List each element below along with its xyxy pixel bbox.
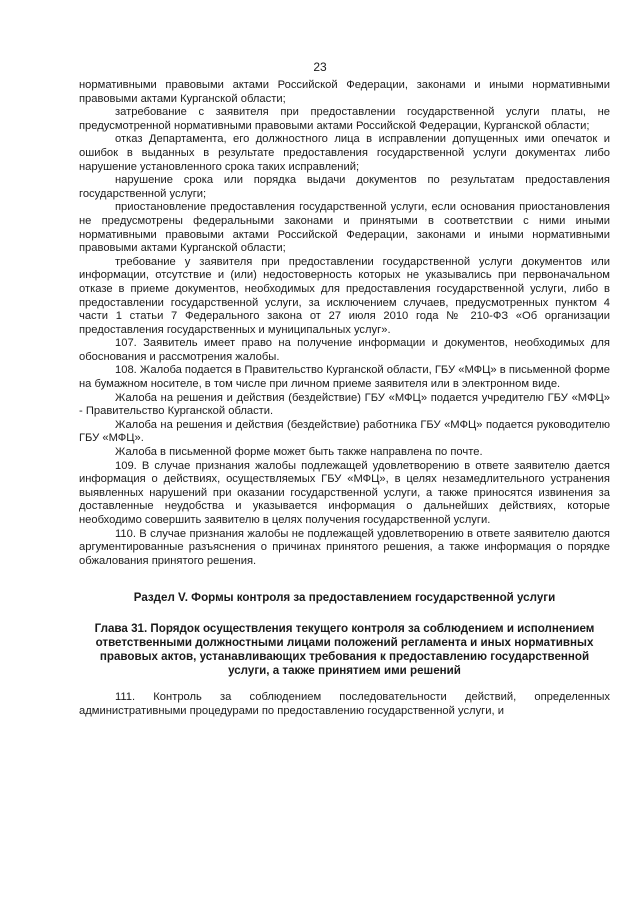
paragraph: нормативными правовыми актами Российской Федерации, законами и иными нормативными правовыми актами Курганской области; bbox=[79, 79, 610, 105]
paragraph: Жалоба на решения и действия (бездействие) ГБУ «МФЦ» подается учредителю ГБУ «МФЦ» - Правительство Курганской области. bbox=[79, 391, 610, 418]
paragraph: 110. В случае признания жалобы не подлежащей удовлетворению в ответе заявителю даются аргументированные разъяснения о причинах принятого решения, а также информация о порядке обжалования принятого решения. bbox=[79, 527, 610, 567]
paragraph: Жалоба на решения и действия (бездействие) работника ГБУ «МФЦ» подается руководителю ГБУ «МФЦ». bbox=[79, 418, 610, 445]
paragraph: 111. Контроль за соблюдением последовательности действий, определенных административными процедурами по предоставлению государственной услуги, и bbox=[79, 691, 610, 717]
paragraph: 109. В случае признания жалобы подлежащей удовлетворению в ответе заявителю дается информация о действиях, осуществляемых ГБУ «МФЦ», в целях незамедлительного устранения выявленных нарушений при оказании государственной услуги, а также приносятся извинения за доставленные неудобства и указывается информация о дальнейших действиях, которые необходимо совершить заявителю в целях получения государственной услуги. bbox=[79, 459, 610, 526]
document-body bbox=[79, 79, 610, 719]
paragraph: затребование с заявителя при предоставлении государственной услуги платы, не предусмотренной нормативными правовыми актами Российской Федерации, Курганской области; bbox=[79, 106, 610, 132]
paragraph: отказ Департамента, его должностного лица в исправлении допущенных ими опечаток и ошибок в выданных в результате предоставления государственной услуги документах либо нарушение установленного срока таких исправлений; bbox=[79, 133, 610, 173]
page-number: 23 bbox=[313, 60, 327, 74]
paragraph: 108. Жалоба подается в Правительство Курганской области, ГБУ «МФЦ» в письменной форме на бумажном носителе, в том числе при личном приеме заявителя или в электронном виде. bbox=[79, 364, 610, 391]
paragraph: нарушение срока или порядка выдачи документов по результатам предоставления государственной услуги; bbox=[79, 174, 610, 200]
paragraph: приостановление предоставления государственной услуги, если основания приостановления не предусмотрены федеральными законами и принятыми в соответствии с ними иными нормативными правовыми актами Российской Федерации, законами и иными нормативными правовыми актами Курганской области; bbox=[79, 201, 610, 255]
chapter-heading: Глава 31. Порядок осуществления текущего контроля за соблюдением и исполнением ответственными должностными лицами положений регламента и иных нормативных правовых актов, устанавливающих требования к предоставлению государственной услуги, а также принятием ими решений bbox=[94, 622, 595, 678]
section-heading: Раздел V. Формы контроля за предоставлением государственной услуги bbox=[133, 591, 556, 605]
paragraph: Жалоба в письменной форме может быть также направлена по почте. bbox=[115, 446, 483, 459]
paragraph-list bbox=[79, 79, 610, 568]
paragraph-list bbox=[79, 691, 610, 718]
paragraph: требование у заявителя при предоставлении государственной услуги документов или информации, отсутствие и (или) недостоверность которых не указывались при первоначальном отказе в приеме документов, необходимых для предоставления государственной услуги, либо в предоставлении государственной услуги, за исключением случаев, предусмотренных пунктом 4 части 1 статьи 7 Федерального закона от 27 июля 2010 года № 210-ФЗ «Об организации предоставления государственных и муниципальных услуг». bbox=[79, 255, 610, 336]
paragraph: 107. Заявитель имеет право на получение информации и документов, необходимых для обоснования и рассмотрения жалобы. bbox=[79, 337, 610, 363]
